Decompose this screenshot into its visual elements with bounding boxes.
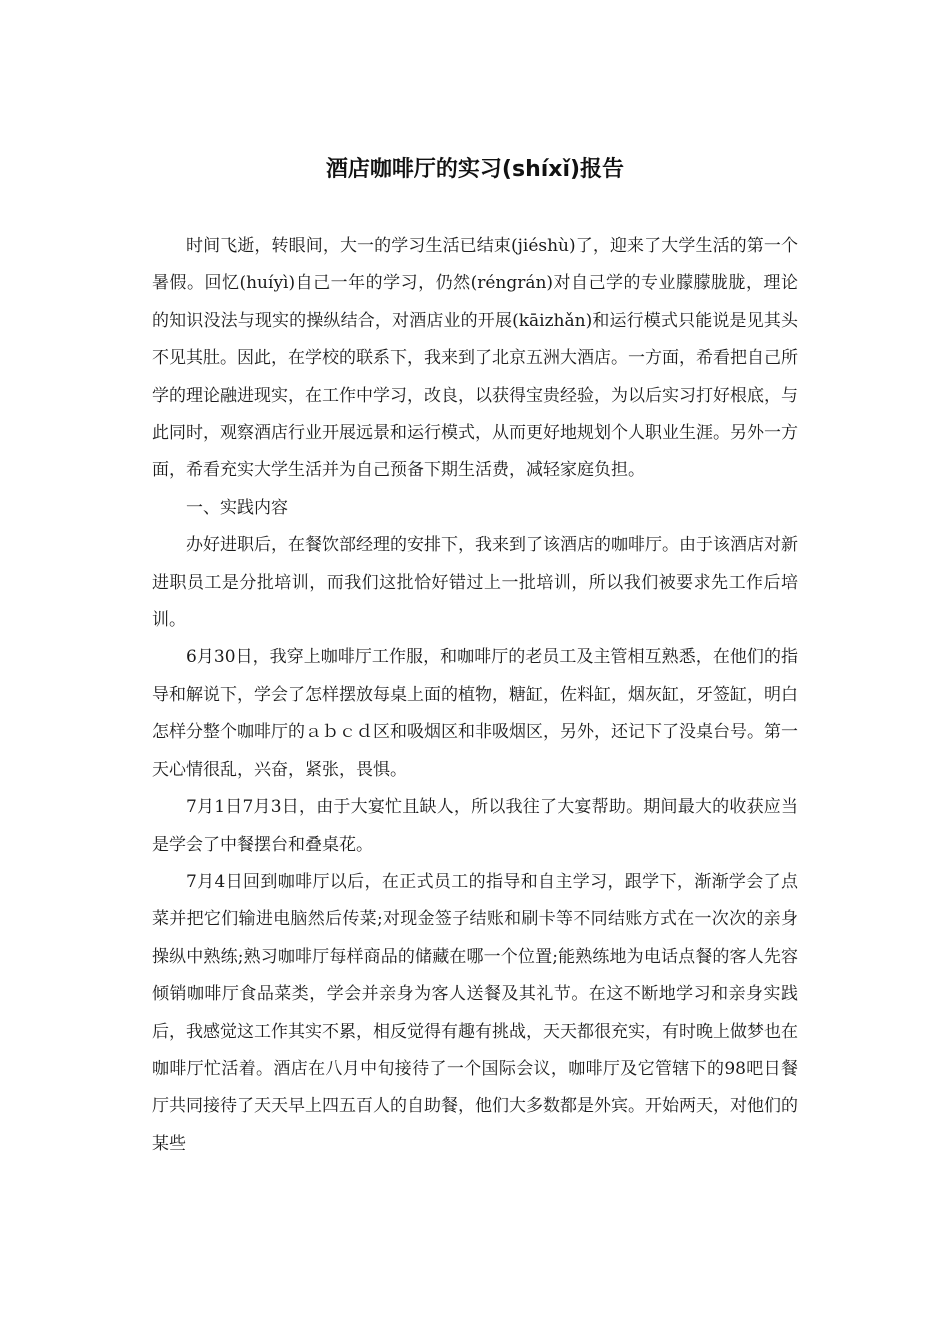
section-heading-practice: 一、实践内容 [186, 497, 288, 518]
paragraph-intro: 时间飞逝，转眼间，大一的学习生活已结束(jiéshù)了，迎来了大学生活的第一个暑假。回忆(huíyì)自己一年的学习，仍然(réngrán)对自己学的专业朦朦胧胧，理论的知识没法与现实的操纵结合，对酒店业的开展(kāizhǎn)和运行模式只能说是见其头不见其肚。因此，在学校的联系下，我来到了北京五洲大酒店。一方面，希看把自己所学的理论融进现实，在工作中学习，改良，以获得宝贵经验，为以后实习打好根底，与此同时，观察酒店行业开展远景和运行模式，从而更好地规划个人职业生涯。另外一方面，希看充实大学生活并为自己预备下期生活费，减轻家庭负担。 [152, 236, 798, 481]
paragraph-july-1-3: 7月1日7月3日，由于大宴忙且缺人，所以我往了大宴帮助。期间最大的收获应当是学会了中餐摆台和叠桌花。 [152, 797, 798, 855]
paragraph-july-4: 7月4日回到咖啡厅以后，在正式员工的指导和自主学习，跟学下，渐渐学会了点菜并把它们输进电脑然后传菜;对现金签子结账和刷卡等不同结账方式在一次次的亲身操纵中熟练;熟习咖啡厅每样商品的储藏在哪一个位置;能熟练地为电话点餐的客人先容倾销咖啡厅食品菜类，学会并亲身为客人送餐及其礼节。在这不断地学习和亲身实践后，我感觉这工作其实不累，相反觉得有趣有挑战，天天都很充实，有时晚上做梦也在咖啡厅忙活着。酒店在八月中旬接待了一个国际会议，咖啡厅及它管辖下的98吧日餐厅共同接待了天天早上四五百人的自助餐，他们大多数都是外宾。开始两天，对他们的某些 [152, 871, 798, 1154]
paragraph-june-30: 6月30日，我穿上咖啡厅工作服，和咖啡厅的老员工及主管相互熟悉，在他们的指导和解说下，学会了怎样摆放每桌上面的植物，糖缸，佐料缸，烟灰缸，牙签缸，明白怎样分整个咖啡厅的ａｂｃｄ区和吸烟区和非吸烟区，另外，还记下了没桌台号。第一天心情很乱，兴奋，紧张，畏惧。 [152, 647, 798, 780]
document-body [152, 228, 798, 1163]
paragraph-onboarding: 办好进职后，在餐饮部经理的安排下，我来到了该酒店的咖啡厅。由于该酒店对新进职员工是分批培训，而我们这批恰好错过上一批培训，所以我们被要求先工作后培训。 [152, 535, 798, 631]
document-title: 酒店咖啡厅的实习(shíxǐ)报告 [325, 157, 625, 182]
